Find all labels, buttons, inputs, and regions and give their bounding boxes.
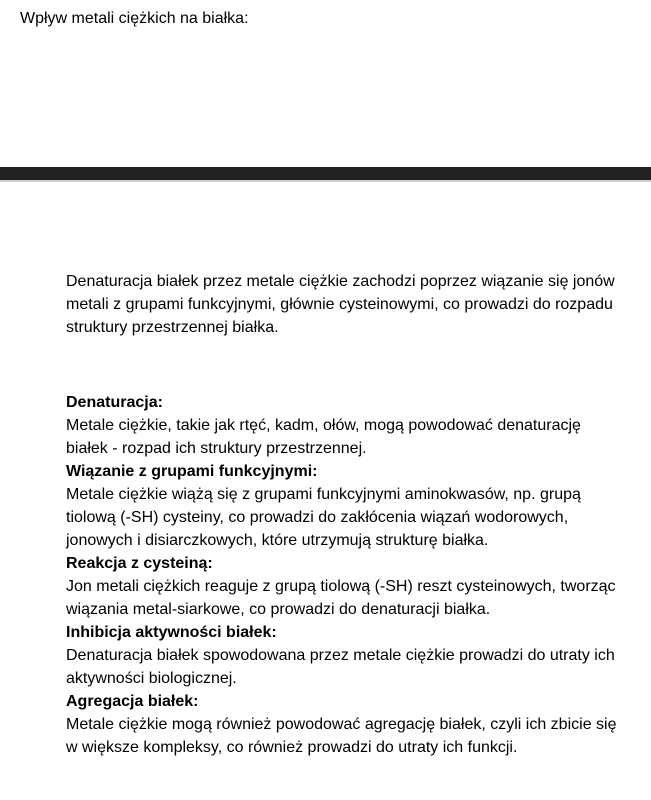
intro-paragraph: Denaturacja białek przez metale ciężkie zachodzi poprzez wiązanie się jonów metali z grupami funkcyjnymi, głównie cysteinowymi, co prowadzi do rozpadu struktury przestrzennej białka. (66, 273, 615, 336)
section-body: Jon metali ciężkich reaguje z grupą tiolową (-SH) reszt cysteinowych, tworząc wiązania metal-siarkowe, co prowadzi do denaturacji białka. (66, 578, 616, 618)
page-break-divider (0, 167, 651, 180)
section-body: Metale ciężkie mogą również powodować agregację białek, czyli ich zbicie się w większe kompleksy, co również prowadzi do utraty ich funkcji. (66, 716, 617, 756)
section-heading: Reakcja z cysteiną: (66, 555, 213, 572)
document-content (66, 270, 626, 759)
section-activity-inhibition (66, 621, 626, 690)
section-body: Metale ciężkie, takie jak rtęć, kadm, ołów, mogą powodować denaturację białek - rozpad ich struktury przestrzennej. (66, 417, 581, 457)
page-title: Wpływ metali ciężkich na białka: (20, 10, 249, 27)
section-heading: Agregacja białek: (66, 693, 199, 710)
section-heading: Wiązanie z grupami funkcyjnymi: (66, 463, 318, 480)
section-aggregation (66, 690, 626, 759)
section-body: Metale ciężkie wiążą się z grupami funkcyjnymi aminokwasów, np. grupą tiolową (-SH) cysteiny, co prowadzi do zakłócenia wiązań wodorowych, jonowych i disiarczkowych, które utrzymują strukturę białka. (66, 486, 581, 549)
section-denaturation (66, 391, 626, 460)
section-cysteine-reaction (66, 552, 626, 621)
section-functional-groups (66, 460, 626, 552)
page-break-shadow (0, 180, 651, 182)
section-body: Denaturacja białek spowodowana przez metale ciężkie prowadzi do utraty ich aktywności biologicznej. (66, 647, 615, 687)
section-heading: Denaturacja: (66, 394, 163, 411)
section-heading: Inhibicja aktywności białek: (66, 624, 277, 641)
